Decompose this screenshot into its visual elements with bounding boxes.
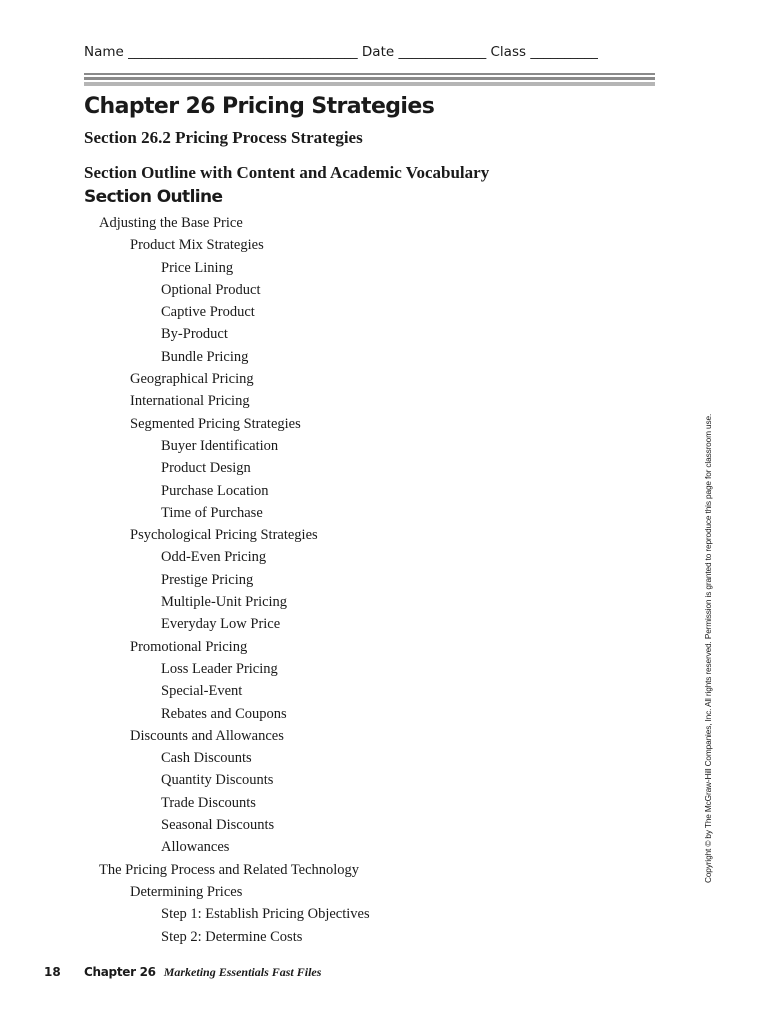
outline-subheading: Section Outline (84, 187, 223, 207)
outline-item: Odd-Even Pricing (161, 549, 267, 566)
rule-medium (84, 77, 655, 80)
outline-item: Captive Product (161, 304, 255, 321)
outline-item: By-Product (161, 326, 228, 343)
outline-item: Psychological Pricing Strategies (130, 527, 318, 544)
outline-item: Step 2: Determine Costs (161, 928, 303, 945)
footer-chapter: Chapter 26 (84, 965, 156, 979)
page-number: 18 (44, 965, 61, 979)
outline-item: Product Mix Strategies (130, 237, 264, 254)
page-footer (44, 965, 321, 980)
outline-item: Seasonal Discounts (161, 817, 275, 834)
outline-item: Everyday Low Price (161, 616, 281, 633)
outline-item: Bundle Pricing (161, 348, 249, 365)
outline-item: Trade Discounts (161, 794, 256, 811)
section-title: Section 26.2 Pricing Process Strategies (84, 128, 363, 147)
outline-item: Special-Event (161, 683, 243, 700)
outline-item: Segmented Pricing Strategies (130, 415, 301, 432)
outline-heading: Section Outline with Content and Academic Vocabulary (84, 163, 490, 182)
outline-item: Adjusting the Base Price (99, 215, 243, 231)
outline-item: Price Lining (161, 259, 234, 276)
header-rules (84, 73, 655, 86)
copyright-notice: Copyright © by The McGraw-Hill Companies, Inc. All rights reserved. Permission is granted to reproduce this page for classroom use. (703, 413, 713, 883)
outline-item: Step 1: Establish Pricing Objectives (161, 906, 370, 923)
outline-item: Quantity Discounts (161, 772, 274, 789)
chapter-title: Chapter 26 Pricing Strategies (84, 94, 435, 119)
outline-item: Promotional Pricing (130, 638, 248, 655)
outline-item: Purchase Location (161, 482, 269, 499)
outline-item: Buyer Identification (161, 437, 279, 454)
outline-item: Time of Purchase (161, 504, 263, 521)
outline-item: Determining Prices (130, 883, 243, 900)
outline-item: Allowances (161, 839, 230, 856)
outline-item: Product Design (161, 460, 251, 477)
outline-item: Loss Leader Pricing (161, 660, 278, 677)
outline-item: Geographical Pricing (130, 371, 254, 388)
section-outline-list (0, 212, 370, 948)
outline-item: Prestige Pricing (161, 571, 254, 588)
outline-item: Multiple-Unit Pricing (161, 594, 288, 611)
outline-item: Optional Product (161, 281, 261, 298)
name-date-class-line: Name __________________________________ Date _____________ Class __________ (84, 44, 598, 60)
outline-item: Rebates and Coupons (161, 705, 287, 722)
footer-book-title: Marketing Essentials Fast Files (163, 965, 322, 979)
outline-item: Cash Discounts (161, 750, 252, 767)
rule-thick (84, 82, 655, 86)
outline-item: The Pricing Process and Related Technology (99, 861, 360, 878)
outline-item: International Pricing (130, 393, 250, 410)
outline-item: Discounts and Allowances (130, 727, 284, 744)
rule-thin (84, 73, 655, 75)
